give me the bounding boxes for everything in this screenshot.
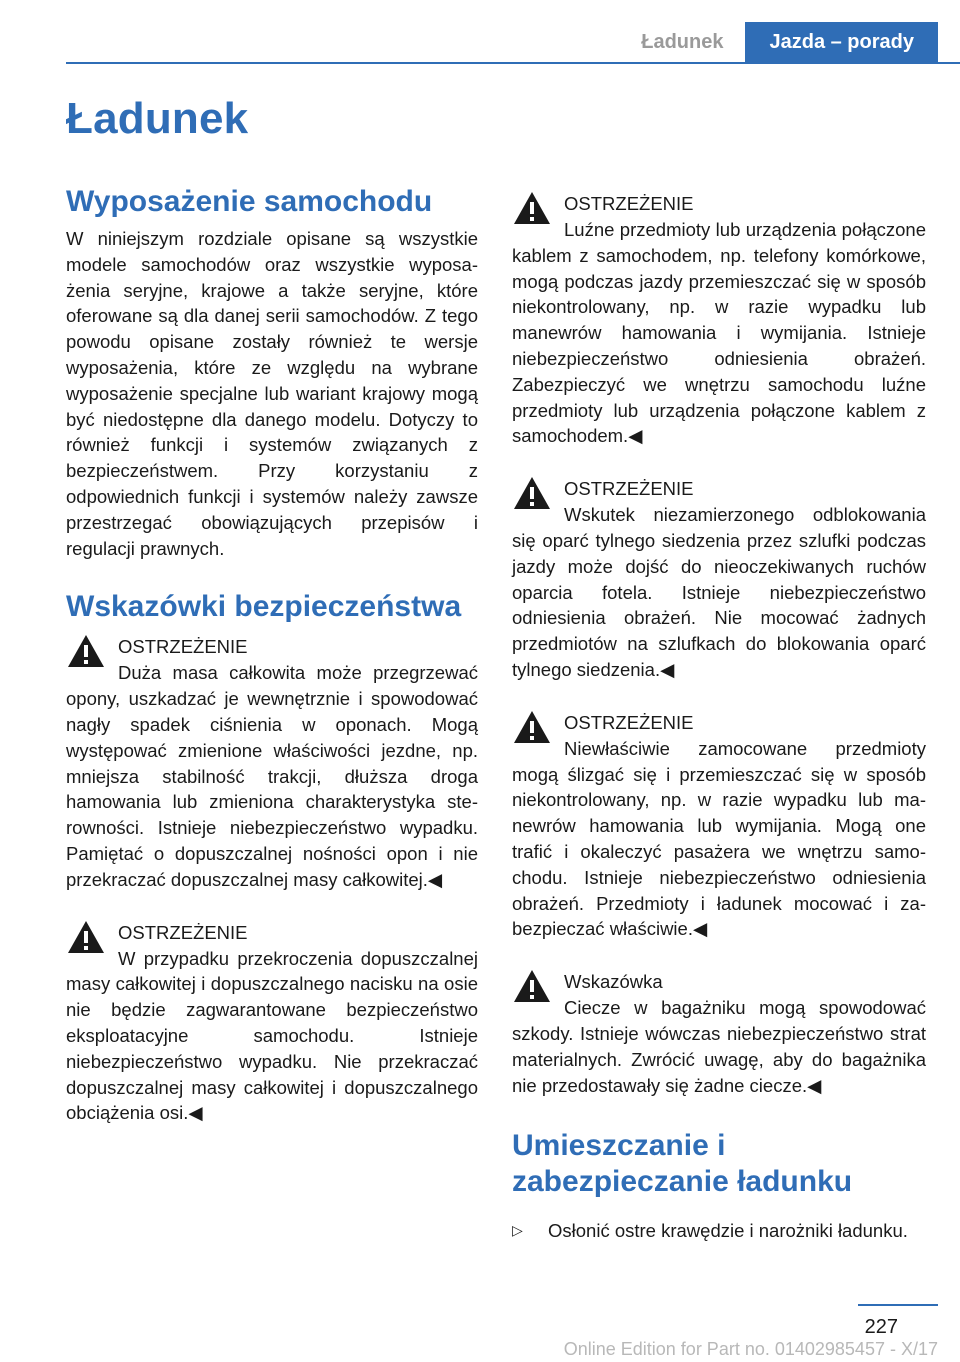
warning-text: Niewłaściwie zamocowane przedmioty mogą ślizgać się i przemieszczać się w sposób niekontrolowany, np. w razie wypadku lub manewrów hamowania lub wymijania. Mogą one trafić i okaleczyć pasażera we wnętrzu samochodu. Istnieje niebezpieczeństwo odniesienia obrażeń. Przedmioty i ładunek mocować i zabezpieczać właściwie.◀	[512, 737, 926, 940]
warning-triangle-icon	[512, 968, 552, 1004]
warning-title: OSTRZEŻENIE	[564, 193, 694, 214]
right-column	[512, 180, 926, 1244]
header-divider	[66, 62, 960, 64]
page-title: Ładunek	[66, 94, 249, 143]
warning-block	[512, 707, 926, 942]
warning-title: OSTRZEŻENIE	[118, 921, 248, 943]
warning-text: Duża masa całkowita może przegrzewać opony, uszkadzać je wewnętrznie i spowodować nagły spadek ciśnienia w oponach. Mogą występować zmienione właściwości jezdne, np. mniejsza stabilność trakcji, dłuższa droga hamowania lub zmieniona charakterystyka sterowności. Istnieje niebezpieczeństwo wypadku. Pamiętać o dopuszczalnej nośności opon i nie przekraczać dopuszczalnej masy całkowitej.◀	[66, 662, 478, 890]
footer-divider	[858, 1304, 938, 1306]
warning-block	[66, 631, 478, 892]
warning-triangle-icon	[66, 919, 106, 955]
page-number: 227	[864, 1316, 898, 1338]
left-column	[66, 180, 478, 1126]
warning-text: Wskutek niezamierzonego odblokowania się oparć tylnego siedzenia przez szlufki podczas jazdy może dojść do nieoczekiwanych ruchów oparcia fotela. Istnieje niebezpieczeństwo odniesienia obrażeń. Nie mocować żadnych przedmiotów na szlufkach do blokowania oparć tylnego siedzenia.◀	[512, 504, 926, 680]
tab-jazda-porady[interactable]: Jazda – porady	[745, 22, 938, 62]
warning-block	[512, 188, 926, 449]
warning-triangle-icon	[512, 709, 552, 745]
tab-ladunek[interactable]: Ładunek	[641, 31, 724, 53]
notice-text: Ciecze w bagażniku mogą spowodować szkody. Istnieje wówczas niebezpieczeństwo strat materialnych. Zwrócić uwagę, aby do bagażnika nie przedostawały się żadne ciecze.◀	[512, 997, 926, 1096]
warning-triangle-icon	[512, 475, 552, 511]
warning-title: OSTRZEŻENIE	[564, 478, 694, 500]
loading-heading: Umieszczanie i zabezpieczanie ładunku	[512, 1129, 853, 1199]
loading-list	[512, 1218, 926, 1244]
triangle-bullet-icon: ▷	[512, 1222, 523, 1239]
warning-block	[66, 917, 478, 1127]
header-tabs	[619, 22, 938, 62]
warning-text: Luźne przedmioty lub urządzenia połączone kablem z samochodem, np. telefony komórkowe, mogą podczas jazdy przemieszczać się w sposób niekontrolowany, np. w razie wypadku lub manewrów hamowania i wymijania. Istnieje niebezpieczeństwo odniesienia obrażeń. Zabezpieczyć we wnętrzu samochodu luźne przedmioty lub urządzenia połączone kablem z samochodem.◀	[512, 219, 926, 447]
warning-block	[512, 473, 926, 683]
warning-title: OSTRZEŻENIE	[564, 711, 694, 733]
list-item-text: Osłonić ostre krawędzie i narożniki ładunku.	[548, 1220, 908, 1242]
warning-text: W przypadku przekroczenia dopuszczalnej masy całkowitej i dopuszczalnego nacisku na osie nie będzie zagwarantowane bezpieczeństwo eksploatacyjne samochodu. Istnieje niebezpieczeństwo wypadku. Nie przekraczać dopuszczalnej masy całkowitej i dopuszczalnego obciążenia osi.◀	[66, 947, 478, 1124]
warning-title: OSTRZEŻENIE	[118, 636, 248, 658]
edition-footer: Online Edition for Part no. 01402985457 - X/17	[563, 1339, 938, 1359]
notice-title: Wskazówka	[564, 971, 663, 993]
safety-heading: Wskazówki bezpieczeństwa	[66, 590, 462, 624]
list-item	[512, 1218, 926, 1244]
equipment-heading: Wyposażenie samochodu	[66, 185, 433, 218]
equipment-paragraph: W niniejszym rozdziale opisane są wszystkie modele samochodów oraz wszystkie wyposażenia seryjne, krajowe a także seryjne, które oferowane są dla danej serii samochodów. Z tego powodu opisane zostały również te wersje wyposażenia, które ze względu na wybrane wyposażenie specjalne lub wariant krajowy mogą być niedostępne dla danego modelu. Dotyczy to również funkcji i systemów związanych z bezpieczeństwem. Przy korzystaniu z odpowiednich funkcji i systemów należy zawsze przestrzegać obowiązujących przepisów i regulacji prawnych.	[66, 228, 478, 559]
notice-block	[512, 966, 926, 1098]
warning-triangle-icon	[66, 633, 106, 669]
warning-triangle-icon	[512, 190, 552, 226]
